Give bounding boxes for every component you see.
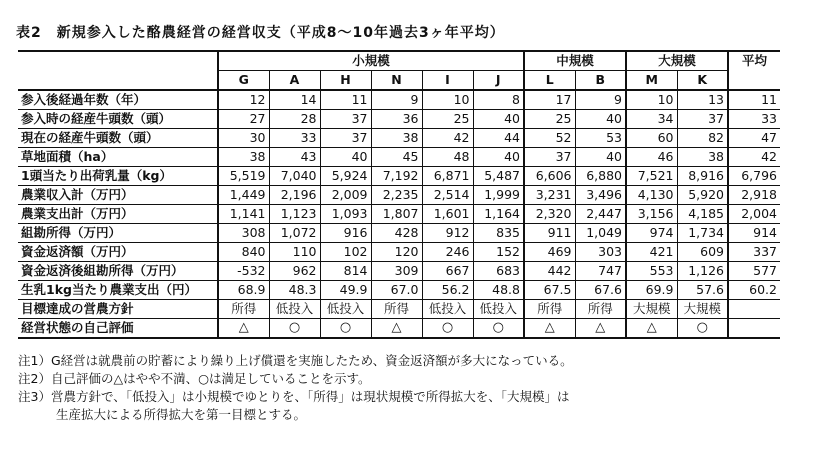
table-cell: 所得 bbox=[524, 300, 575, 319]
column-header: L bbox=[524, 71, 575, 91]
table-cell: 1,141 bbox=[218, 205, 269, 224]
table-cell: ○ bbox=[320, 319, 371, 339]
table-cell: 1,049 bbox=[575, 224, 626, 243]
table-cell: 40 bbox=[575, 110, 626, 129]
table-cell: 27 bbox=[218, 110, 269, 129]
row-label: 草地面積（ha） bbox=[18, 148, 218, 167]
table-cell: 835 bbox=[473, 224, 524, 243]
table-cell: 110 bbox=[269, 243, 320, 262]
table-cell: 67.6 bbox=[575, 281, 626, 300]
table-cell: 3,496 bbox=[575, 186, 626, 205]
table-cell: 10 bbox=[626, 90, 677, 110]
table-cell: 7,192 bbox=[371, 167, 422, 186]
average-cell: 2,918 bbox=[728, 186, 780, 205]
table-row bbox=[18, 205, 780, 224]
row-label: 1頭当たり出荷乳量（kg） bbox=[18, 167, 218, 186]
table-cell: 38 bbox=[371, 129, 422, 148]
table-cell: 14 bbox=[269, 90, 320, 110]
table-cell: 6,880 bbox=[575, 167, 626, 186]
header-row-columns bbox=[18, 71, 780, 91]
table-cell: 37 bbox=[320, 110, 371, 129]
table-cell: 69.9 bbox=[626, 281, 677, 300]
average-cell: 60.2 bbox=[728, 281, 780, 300]
table-cell: 102 bbox=[320, 243, 371, 262]
table-row bbox=[18, 90, 780, 110]
table-cell: 4,130 bbox=[626, 186, 677, 205]
average-cell: 2,004 bbox=[728, 205, 780, 224]
table-cell: 所得 bbox=[371, 300, 422, 319]
average-cell: 914 bbox=[728, 224, 780, 243]
table-cell: 30 bbox=[218, 129, 269, 148]
table-cell: 442 bbox=[524, 262, 575, 281]
table-cell: 38 bbox=[218, 148, 269, 167]
table-cell: 82 bbox=[677, 129, 728, 148]
row-label: 目標達成の営農方針 bbox=[18, 300, 218, 319]
table-cell: 38 bbox=[677, 148, 728, 167]
table-cell: 所得 bbox=[218, 300, 269, 319]
table-cell: 40 bbox=[473, 148, 524, 167]
column-header: A bbox=[269, 71, 320, 91]
table-cell: 1,093 bbox=[320, 205, 371, 224]
table-row bbox=[18, 167, 780, 186]
table-cell: 1,126 bbox=[677, 262, 728, 281]
table-cell: 1,072 bbox=[269, 224, 320, 243]
table-cell: 13 bbox=[677, 90, 728, 110]
average-cell: 11 bbox=[728, 90, 780, 110]
row-label: 農業支出計（万円） bbox=[18, 205, 218, 224]
row-label: 生乳1kg当たり農業支出（円） bbox=[18, 281, 218, 300]
table-cell: 所得 bbox=[575, 300, 626, 319]
table-cell: ○ bbox=[269, 319, 320, 339]
table-cell: 469 bbox=[524, 243, 575, 262]
table-cell: ○ bbox=[473, 319, 524, 339]
table-cell: 5,519 bbox=[218, 167, 269, 186]
table-cell: -532 bbox=[218, 262, 269, 281]
group-large: 大規模 bbox=[626, 51, 728, 71]
table-cell: 10 bbox=[422, 90, 473, 110]
table-cell: △ bbox=[626, 319, 677, 339]
table-cell: 48 bbox=[422, 148, 473, 167]
table-cell: 962 bbox=[269, 262, 320, 281]
table-cell: 45 bbox=[371, 148, 422, 167]
column-header: I bbox=[422, 71, 473, 91]
table-row bbox=[18, 129, 780, 148]
table-cell: 2,196 bbox=[269, 186, 320, 205]
table-cell: 37 bbox=[677, 110, 728, 129]
table-cell: 52 bbox=[524, 129, 575, 148]
table-cell: 40 bbox=[473, 110, 524, 129]
table-cell: 68.9 bbox=[218, 281, 269, 300]
row-label: 農業収入計（万円） bbox=[18, 186, 218, 205]
table-cell: 9 bbox=[575, 90, 626, 110]
table-cell: 3,231 bbox=[524, 186, 575, 205]
footnote-2: 注2）自己評価の△はやや不満、○は満足していることを示す。 bbox=[18, 371, 371, 386]
table-cell: 48.8 bbox=[473, 281, 524, 300]
table-cell: 40 bbox=[320, 148, 371, 167]
table-cell: 36 bbox=[371, 110, 422, 129]
footnote-3: 注3）営農方針で、「低投入」は小規模でゆとりを、「所得」は現状規模で所得拡大を、「大規模」は bbox=[18, 389, 570, 404]
table-cell: 2,514 bbox=[422, 186, 473, 205]
table-cell: 309 bbox=[371, 262, 422, 281]
table-cell: 683 bbox=[473, 262, 524, 281]
table-cell: 56.2 bbox=[422, 281, 473, 300]
table-cell: 低投入 bbox=[269, 300, 320, 319]
table-cell: 37 bbox=[524, 148, 575, 167]
table-cell: 152 bbox=[473, 243, 524, 262]
table-cell: 120 bbox=[371, 243, 422, 262]
table-cell: 28 bbox=[269, 110, 320, 129]
table-cell: △ bbox=[371, 319, 422, 339]
table-title: 表2 新規参入した酪農経営の経営収支（平成8～10年過去3ヶ年平均） bbox=[16, 25, 505, 41]
average-cell bbox=[728, 300, 780, 319]
table-cell: 667 bbox=[422, 262, 473, 281]
table-cell: 911 bbox=[524, 224, 575, 243]
header-corner-lower bbox=[18, 71, 218, 91]
table-row bbox=[18, 319, 780, 339]
table-cell: 2,009 bbox=[320, 186, 371, 205]
table-cell: 2,235 bbox=[371, 186, 422, 205]
table-cell: 5,487 bbox=[473, 167, 524, 186]
average-cell bbox=[728, 319, 780, 339]
row-label: 現在の経産牛頭数（頭） bbox=[18, 129, 218, 148]
group-small: 小規模 bbox=[218, 51, 524, 71]
table-row bbox=[18, 186, 780, 205]
table-cell: 37 bbox=[320, 129, 371, 148]
table-cell: 814 bbox=[320, 262, 371, 281]
table-cell: 40 bbox=[575, 148, 626, 167]
table-cell: 8,916 bbox=[677, 167, 728, 186]
table-cell: 303 bbox=[575, 243, 626, 262]
table-cell: 1,807 bbox=[371, 205, 422, 224]
table-cell: 7,040 bbox=[269, 167, 320, 186]
table-row bbox=[18, 281, 780, 300]
table-cell: 43 bbox=[269, 148, 320, 167]
table-cell: 大規模 bbox=[626, 300, 677, 319]
table-cell: 33 bbox=[269, 129, 320, 148]
average-cell: 577 bbox=[728, 262, 780, 281]
table-cell: 3,156 bbox=[626, 205, 677, 224]
income-table bbox=[18, 50, 780, 339]
footnote-3-continued: 生産拡大による所得拡大を第一目標とする。 bbox=[56, 407, 307, 422]
table-cell: 低投入 bbox=[422, 300, 473, 319]
table-cell: 25 bbox=[422, 110, 473, 129]
column-header: H bbox=[320, 71, 371, 91]
table-cell: 大規模 bbox=[677, 300, 728, 319]
average-cell: 47 bbox=[728, 129, 780, 148]
table-cell: 1,123 bbox=[269, 205, 320, 224]
table-cell: △ bbox=[218, 319, 269, 339]
table-cell: 421 bbox=[626, 243, 677, 262]
table-cell: 1,601 bbox=[422, 205, 473, 224]
table-cell: 974 bbox=[626, 224, 677, 243]
row-label: 経営状態の自己評価 bbox=[18, 319, 218, 339]
column-header: N bbox=[371, 71, 422, 91]
table-cell: 5,924 bbox=[320, 167, 371, 186]
column-header: B bbox=[575, 71, 626, 91]
table-cell: 912 bbox=[422, 224, 473, 243]
table-cell: 1,734 bbox=[677, 224, 728, 243]
table-cell: 46 bbox=[626, 148, 677, 167]
table-cell: 42 bbox=[422, 129, 473, 148]
table-cell: 11 bbox=[320, 90, 371, 110]
table-cell: 1,164 bbox=[473, 205, 524, 224]
table-cell: 48.3 bbox=[269, 281, 320, 300]
table-cell: 246 bbox=[422, 243, 473, 262]
row-label: 資金返済後組勘所得（万円） bbox=[18, 262, 218, 281]
table-cell: 916 bbox=[320, 224, 371, 243]
table-cell: 2,320 bbox=[524, 205, 575, 224]
row-label: 参入時の経産牛頭数（頭） bbox=[18, 110, 218, 129]
average-cell: 337 bbox=[728, 243, 780, 262]
average-cell: 33 bbox=[728, 110, 780, 129]
table-cell: 67.0 bbox=[371, 281, 422, 300]
average-cell: 6,796 bbox=[728, 167, 780, 186]
table-cell: ○ bbox=[677, 319, 728, 339]
column-header: G bbox=[218, 71, 269, 91]
table-row bbox=[18, 110, 780, 129]
table-cell: △ bbox=[575, 319, 626, 339]
table-cell: 57.6 bbox=[677, 281, 728, 300]
average-cell: 42 bbox=[728, 148, 780, 167]
column-header: M bbox=[626, 71, 677, 91]
row-label: 参入後経過年数（年） bbox=[18, 90, 218, 110]
table-cell: 5,920 bbox=[677, 186, 728, 205]
table-row bbox=[18, 243, 780, 262]
table-cell: 1,999 bbox=[473, 186, 524, 205]
column-header: J bbox=[473, 71, 524, 91]
group-medium: 中規模 bbox=[524, 51, 626, 71]
table-cell: 840 bbox=[218, 243, 269, 262]
footnotes bbox=[18, 352, 573, 424]
row-label: 資金返済額（万円） bbox=[18, 243, 218, 262]
table-cell: 553 bbox=[626, 262, 677, 281]
table-cell: 4,185 bbox=[677, 205, 728, 224]
table-cell: 308 bbox=[218, 224, 269, 243]
table-cell: ○ bbox=[422, 319, 473, 339]
table-cell: 12 bbox=[218, 90, 269, 110]
table-cell: 34 bbox=[626, 110, 677, 129]
table-cell: 25 bbox=[524, 110, 575, 129]
header-corner bbox=[18, 51, 218, 71]
table-cell: 53 bbox=[575, 129, 626, 148]
table-cell: 17 bbox=[524, 90, 575, 110]
table-cell: 7,521 bbox=[626, 167, 677, 186]
footnote-1: 注1）G経営は就農前の貯蓄により繰り上げ償還を実施したため、資金返済額が多大になっている。 bbox=[18, 353, 573, 368]
table-cell: 6,871 bbox=[422, 167, 473, 186]
table-cell: 44 bbox=[473, 129, 524, 148]
header-row-groups bbox=[18, 51, 780, 71]
table-row bbox=[18, 148, 780, 167]
table-cell: 609 bbox=[677, 243, 728, 262]
group-average: 平均 bbox=[728, 51, 780, 90]
row-label: 組勘所得（万円） bbox=[18, 224, 218, 243]
table-cell: 9 bbox=[371, 90, 422, 110]
table-cell: 49.9 bbox=[320, 281, 371, 300]
table-cell: 1,449 bbox=[218, 186, 269, 205]
table-row bbox=[18, 300, 780, 319]
column-header: K bbox=[677, 71, 728, 91]
table-cell: 8 bbox=[473, 90, 524, 110]
table-cell: △ bbox=[524, 319, 575, 339]
table-row bbox=[18, 262, 780, 281]
table-cell: 747 bbox=[575, 262, 626, 281]
table-cell: 低投入 bbox=[320, 300, 371, 319]
table-cell: 2,447 bbox=[575, 205, 626, 224]
table-cell: 60 bbox=[626, 129, 677, 148]
table-cell: 6,606 bbox=[524, 167, 575, 186]
table-cell: 67.5 bbox=[524, 281, 575, 300]
table-cell: 428 bbox=[371, 224, 422, 243]
table-cell: 低投入 bbox=[473, 300, 524, 319]
table-row bbox=[18, 224, 780, 243]
